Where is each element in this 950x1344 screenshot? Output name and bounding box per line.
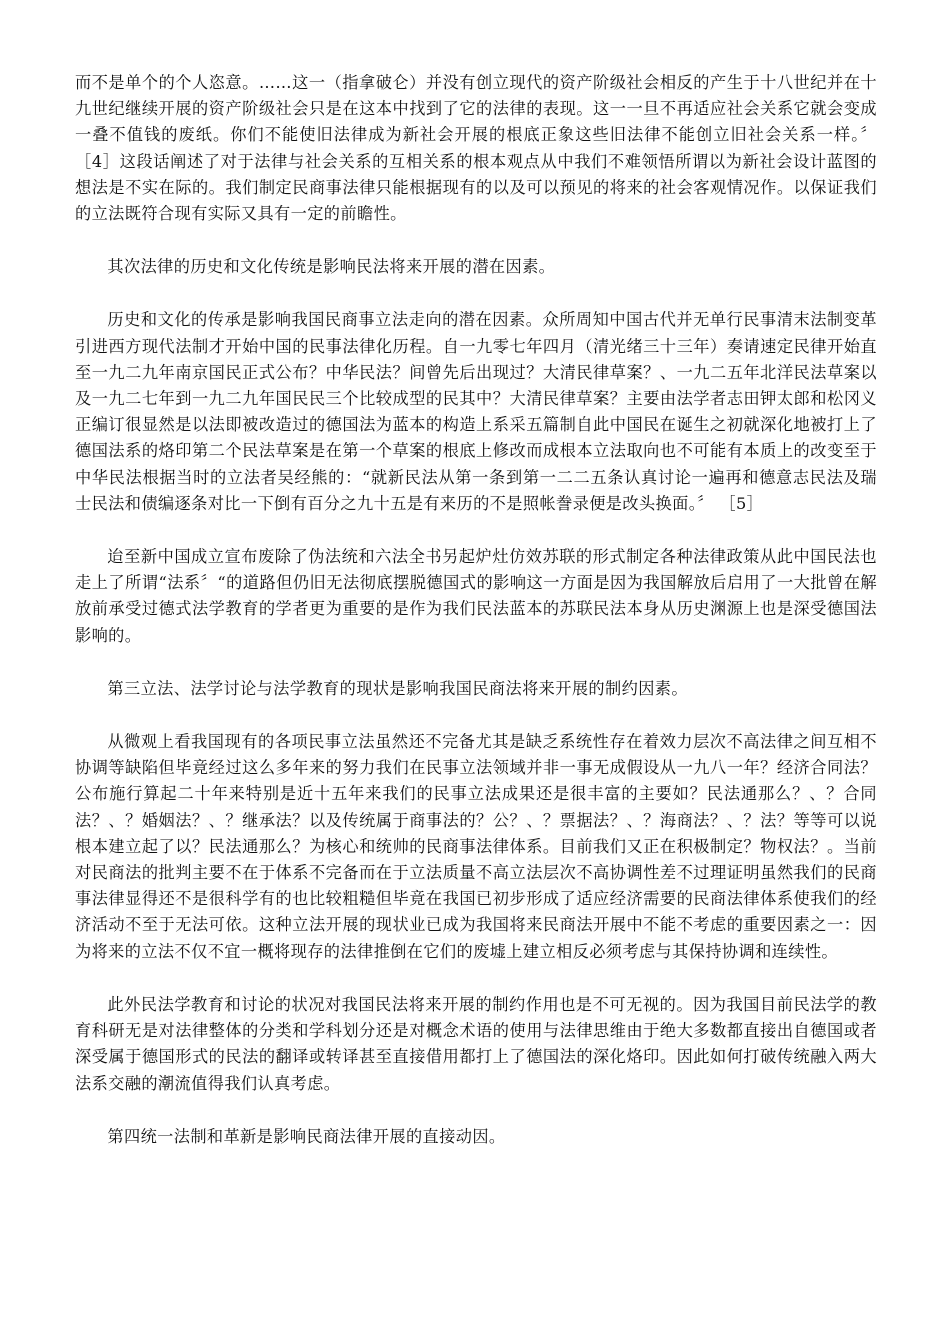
paragraph-8: 第四统一法制和革新是影响民商法律开展的直接动因。	[107, 1126, 506, 1146]
paragraph-1: 而不是单个的个人恣意。……这一（指拿破仑）并没有创立现代的资产阶级社会相反的产生于十八世纪并在十九世纪继续开展的资产阶级社会只是在这本中找到了它的法律的表现。这一一旦不再适应社会关系它就会变成一叠不值钱的废纸。你们不能使旧法律成为新社会开展的根底正象这些旧法律不能创立旧社会关系一样。〞 ［4］这段话阐述了对于法律与社会关系的互相关系的根本观点从中我们不难领悟所谓以为新社会设计蓝图的想法是不实在际的。我们制定民商事法律只能根据现有的以及可以预见的将来的社会客观情况作。以保证我们的立法既符合现有实际又具有一定的前瞻性。	[75, 73, 877, 224]
paragraph-4: 迨至新中国成立宣布废除了伪法统和六法全书另起炉灶仿效苏联的形式制定各种法律政策从此中国民法也走上了所谓“法系〞“的道路但仍旧无法彻底摆脱德国式的影响这一方面是因为我国解放后启用了一大批曾在解放前承受过德式法学教育的学者更为重要的是作为我们民法蓝本的苏联民法本身从历史渊源上也是深受德国法影响的。	[75, 547, 877, 645]
paragraph-2: 其次法律的历史和文化传统是影响民法将来开展的潜在因素。	[107, 257, 556, 277]
document-body	[75, 70, 877, 1177]
paragraph-5: 第三立法、法学讨论与法学教育的现状是影响我国民商法将来开展的制约因素。	[107, 678, 688, 698]
paragraph-3: 历史和文化的传承是影响我国民商事立法走向的潜在因素。众所周知中国古代并无单行民事清末法制变革引进西方现代法制才开始中国的民事法律化历程。自一九零七年四月（清光绪三十三年）奏请速定民律开始直至一九二九年南京国民正式公布？中华民法？间曾先后出现过？大清民律草案？、一九二五年北洋民法草案以及一九二七年到一九二九年国民民三个比较成型的民其中？大清民律草案？主要由法学者志田钾太郎和松冈义正编订很显然是以法即被改造过的德国法为蓝本的构造上系采五篇制自此中国民在诞生之初就深化地被打上了德国法系的烙印第二个民法草案是在第一个草案的根底上修改而成根本立法取向也不可能有本质上的改变至于中华民法根据当时的立法者吴经熊的：“就新民法从第一条到第一二二五条认真讨论一遍再和德意志民法及瑞士民法和债编逐条对比一下倒有百分之九十五是有来历的不是照帐誊录便是改头换面。〞 ［5］	[75, 310, 877, 513]
paragraph-7: 此外民法学教育和讨论的状况对我国民法将来开展的制约作用也是不可无视的。因为我国目前民法学的教育科研无是对法律整体的分类和学科划分还是对概念术语的使用与法律思维由于绝大多数都直接出自德国或者深受属于德国形式的民法的翻译或转译甚至直接借用都打上了德国法的深化烙印。因此如何打破传统融入两大法系交融的潮流值得我们认真考虑。	[75, 994, 877, 1093]
paragraph-6: 从微观上看我国现有的各项民事立法虽然还不完备尤其是缺乏系统性存在着效力层次不高法律之间互相不协调等缺陷但毕竟经过这么多年来的努力我们在民事立法领域并非一事无成假设从一九八一年？经济合同法？公布施行算起二十年来特别是近十五年来我们的民事立法成果还是很丰富的主要如？民法通那么？、？合同法？、？婚姻法？、？继承法？以及传统属于商事法的？公？、？票据法？、？海商法？、？法？等等可以说根本建立起了以？民法通那么？为核心和统帅的民商事法律体系。目前我们又正在积极制定？物权法？。当前对民商法的批判主要不在于体系不完备而在于立法质量不高立法层次不高协调性差不过理证明虽然我们的民商事法律显得还不是很科学有的也比较粗糙但毕竟在我国已初步形成了适应经济需要的民商法律体系使我们的经济活动不至于无法可依。这种立法开展的现状业已成为我国将来民商法开展中不能不考虑的重要因素之一：因为将来的立法不仅不宜一概将现存的法律推倒在它们的废墟上建立相反必须考虑与其保持协调和连续性。	[75, 732, 877, 961]
